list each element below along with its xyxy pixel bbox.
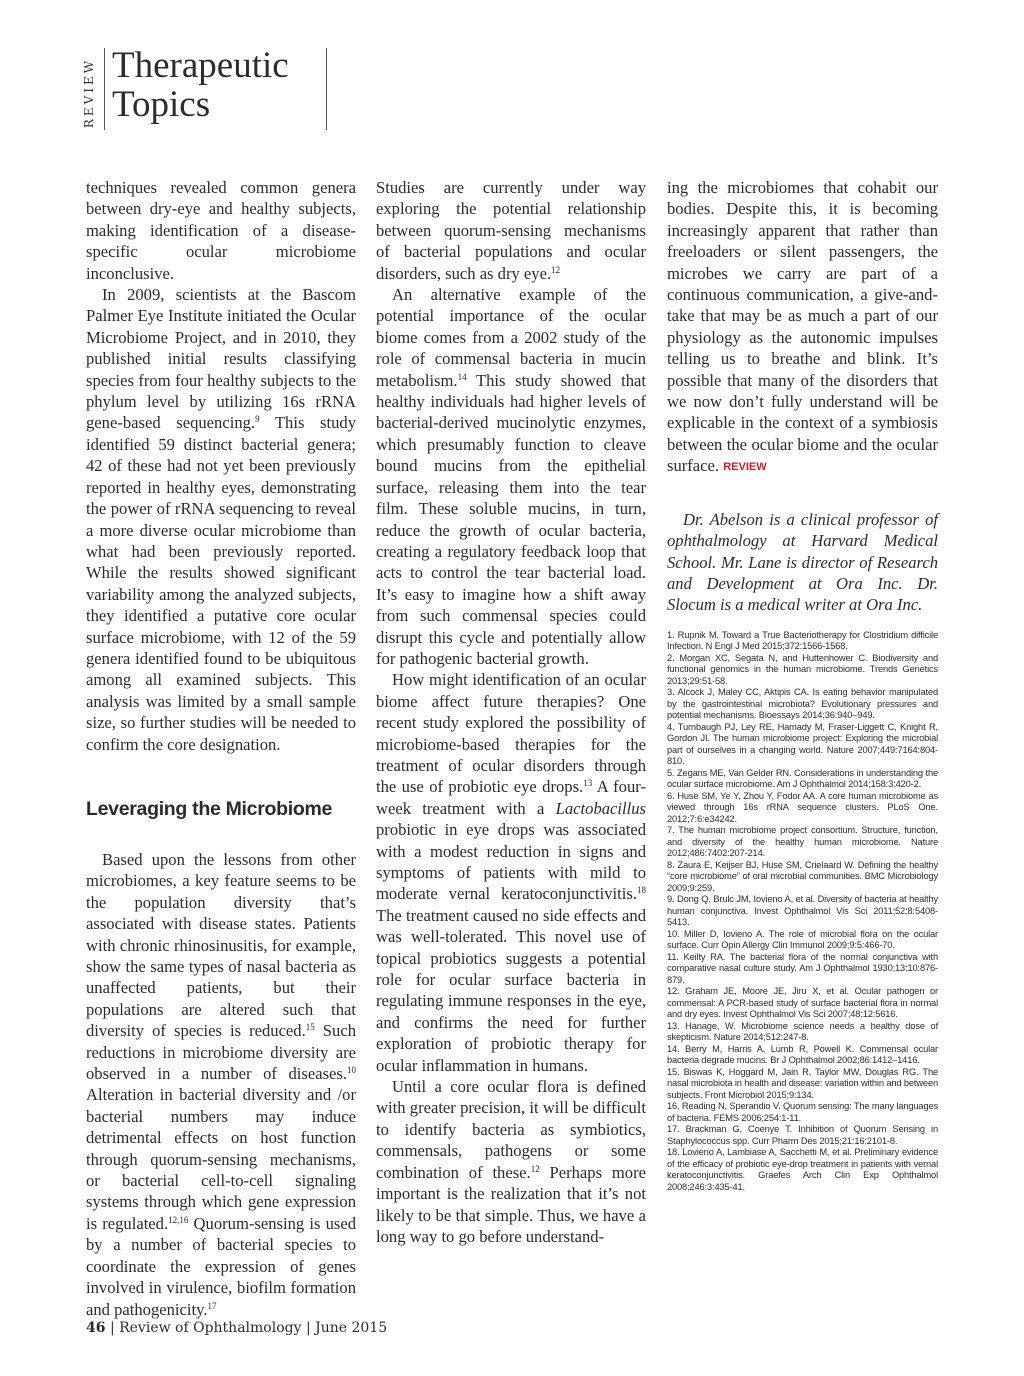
citation: 10 (347, 1065, 356, 1076)
section-title (112, 46, 289, 124)
reference-item: 14. Berry M, Harris A, Lumb R, Powell K. Commensal ocular bacteria degrade mucins. Br J Ophthalmol 2002;86:1412–1416. (667, 1043, 938, 1066)
paragraph (86, 849, 356, 1320)
citation: 12,16 (168, 1214, 189, 1225)
citation: 13 (583, 778, 593, 789)
reference-item: 11. Keilty RA. The bacterial flora of the normal conjunctiva with comparative nasal culture study. Am J Ophthalmol 1930;13:10:876-879. (667, 951, 938, 985)
text-run: ing the microbiomes that cohabit our bodies. Despite this, it is becoming increasingly apparent that rather than freeloaders or silent passengers, the microbes we carry are part of a continuous communication, a give-and-take that may be as much a part of our physiology as the autonomic impulses telling us to breathe and blink. It’s possible that many of the disorders that we now don’t fully understand will be explicable in the context of a symbiosis between the ocular biome and the ocular surface. (667, 178, 938, 476)
species-name: Lactobacillus (555, 798, 646, 818)
text-run: Alteration in bacterial diversity and /or bacterial numbers may induce detrimental effects on host function through quorum-sensing mechanisms, or bacterial cell-to-cell signaling systems through which gene expression is regulated. (86, 1085, 356, 1233)
reference-item: 7. The human microbiome project consortium. Structure, function, and diversity of the healthy human microbiome. Nature 2012;486:7402:207-214. (667, 825, 938, 859)
citation: 15 (305, 1022, 315, 1033)
text-run: techniques revealed common genera between dry-eye and healthy subjects, making identification of a disease-specific ocular microbiome inconclusive. (86, 178, 356, 283)
text-run: This study identified 59 distinct bacterial genera; 42 of these had not yet been previously reported in healthy eyes, demonstrating the power of rRNA sequencing to reveal a more diverse ocular microbiome than what had been previously reported. While the results showed significant variability among the analyzed subjects, they identified a putative core ocular surface microbiome, with 12 of the 59 genera identified found to be ubiquitous among all examined subjects. This analysis was limited by a small sample size, so further studies will be needed to confirm the core designation. (86, 413, 356, 754)
text-run: Quorum-sensing is used by a number of bacterial species to coordinate the expression of genes involved in virulence, biofilm formation and pathogenicity. (86, 1213, 356, 1319)
citation: 9 (255, 414, 260, 425)
footer-separator: | (109, 1320, 115, 1336)
text-run: In 2009, scientists at the Bascom Palmer Eye Institute initiated the Ocular Microbiome Project, and in 2010, they published initial results classifying species from four healthy subjects to the phylum level by utilizing 16s rRNA gene-based sequencing. (86, 285, 356, 433)
reference-item: 3. Alcock J, Maley CC, Aktipis CA. Is eating behavior manipulated by the gastrointestinal microbiota? Evolutionary pressures and potential mechanisms. Bioessays 2014;36:940–949. (667, 687, 938, 721)
reference-item: 10. Miller D, Iovieno A. The role of microbial flora on the ocular surface. Curr Opin Allergy Clin Immunol 2009;9:5:466-70. (667, 928, 938, 951)
reference-item: 18. Lovieno A, Lambiase A, Sacchetti M, et al. Preliminary evidence of the efficacy of probiotic eye-drop treatment in patients with vernal keratoconjunctivitis. Graefes Arch Clin Exp Ophthalmol 2008;246:3:435-41. (667, 1147, 938, 1192)
header-divider-left (104, 48, 105, 130)
article-column-3 (667, 177, 938, 1193)
issue-date: June 2015 (315, 1320, 388, 1336)
reference-item: 15. Biswas K, Hoggard M, Jain R, Taylor MW, Douglas RG. The nasal microbiota in health and disease: variation within and between subjects. Front Microbiol 2015;9:134. (667, 1066, 938, 1100)
text-run: A four-week treatment with a (376, 777, 646, 818)
section-header (80, 44, 340, 134)
reference-item: 13. Hanage, W. Microbiome science needs a healthy dose of skepticism. Nature 2014;512:247-8. (667, 1020, 938, 1043)
page-footer (86, 1320, 387, 1336)
paragraph (376, 1076, 646, 1247)
paragraph (376, 669, 646, 1076)
paragraph (86, 284, 356, 755)
reference-item: 2. Morgan XC, Segata N, and Huttenhower C. Biodiversity and functional genomics in the human microbiome. Trends Genetics 2013;29:51-58. (667, 652, 938, 686)
citation: 18 (637, 885, 646, 896)
reference-item: 9. Dong Q, Brulc JM, Iovieno A, et al. Diversity of bacteria at healthy human conjunctiva. Invest Ophthalmol Vis Sci 2011;52:8:5408-5413. (667, 894, 938, 928)
paragraph (86, 177, 356, 284)
author-bio: Dr. Abelson is a clinical professor of ophthalmology at Harvard Medical School. Mr. Lane is director of Research and Development at Ora Inc. Dr. Slocum is a medical writer at Ora Inc. (667, 509, 938, 615)
reference-item: 5. Zegans ME, Van Gelder RN. Considerations in understanding the ocular surface microbiome. Am J Ophthalmol 2014;158:3:420-2. (667, 767, 938, 790)
text-run: An alternative example of the potential importance of the ocular biome comes from a 2002 study of the role of commensal bacteria in mucin metabolism. (376, 285, 646, 390)
text-run: Such reductions in microbiome diversity are observed in a number of diseases. (86, 1021, 356, 1084)
text-run: This study showed that healthy individuals had higher levels of bacterial-derived mucinolytic enzymes, which presumably function to cleave bound mucins from the epithelial surface, releasing them into the tear film. These soluble mucins, in turn, reduce the growth of ocular bacteria, creating a regulatory feedback loop that acts to control the tear bacterial load. It’s easy to imagine how a shift away from such commensal species could disrupt this cycle and potentially allow for pathogenic bacterial growth. (376, 370, 646, 668)
article-column-2 (376, 177, 646, 1247)
section-title-line-1: Therapeutic (112, 45, 289, 86)
reference-item: 8. Zaura E, Keijser BJ, Huse SM, Crielaard W. Defining the healthy “core microbiome” of oral microbial communities. BMC Microbiology 2009;9:259. (667, 859, 938, 893)
paragraph (376, 284, 646, 669)
text-run: Based upon the lessons from other microbiomes, a key feature seems to be the population diversity that’s associated with disease states. Patients with chronic rhinosinusitis, for example, show the same types of nasal bacteria as unaffected patients, but their populations are altered such that diversity of species is reduced. (86, 849, 356, 1041)
end-mark: REVIEW (723, 461, 767, 474)
reference-item: 17. Brackman G, Coenye T. Inhibition of Quorum Sensing in Staphylococcus spp. Curr Pharm Des 2015;21:16:2101-8. (667, 1124, 938, 1146)
reference-item: 16. Reading N, Sperandio V. Quorum sensing: The many languages of bacteria. FEMS 2006;254:1-11. (667, 1101, 938, 1123)
text-run: Perhaps more important is the realization that it’s not likely to be that simple. Thus, we have a long way to go before understand- (376, 1162, 646, 1246)
references-list (667, 630, 938, 1194)
subheading: Leveraging the Microbiome (86, 797, 333, 820)
page-number: 46 (86, 1320, 106, 1336)
article-column-1 (86, 177, 356, 1320)
text-run: Studies are currently under way exploring the potential relationship between quorum-sensing mechanisms of bacterial populations and ocular disorders, such as dry eye. (376, 178, 646, 283)
citation: 12 (530, 1163, 540, 1174)
publication-name: Review of Ophthalmology (119, 1320, 302, 1336)
citation: 12 (551, 264, 561, 275)
header-divider-right (326, 48, 327, 130)
section-title-line-2: Topics (112, 84, 211, 125)
section-tag: REVIEW (82, 57, 96, 129)
citation: 17 (207, 1300, 217, 1311)
text-run: The treatment caused no side effects and was well-tolerated. This novel use of topical probiotics suggests a potential role for ocular surface bacteria in regulating immune responses in the eye, and confirms the need for further exploration of probiotic therapy for ocular inflammation in humans. (376, 905, 646, 1075)
paragraph (667, 177, 938, 479)
text-run: Until a core ocular flora is defined with greater precision, it will be difficult to identify bacteria as symbiotics, commensals, pathogens or some combination of these. (376, 1077, 646, 1182)
citation: 14 (457, 371, 467, 382)
reference-item: 12. Graham JE, Moore JE, Jiru X, et al. Ocular pathogen or commensal: A PCR-based study of surface bacterial flora in normal and dry eyes. Invest Ophthalmol Vis Sci 2007;48:12:5616. (667, 986, 938, 1020)
reference-item: 6. Huse SM, Ye Y, Zhou Y, Fodor AA. A core human microbiome as viewed through 16s rRNA sequence clusters. PLoS One. 2012;7:6:e34242. (667, 790, 938, 824)
reference-item: 4. Turnbaugh PJ, Ley RE, Hamady M, Fraser-Liggett C, Knight R, Gordon JI. The human microbiome project: Exploring the microbial part of ourselves in a changing world. Nature 2007;449:7164:804-810. (667, 721, 938, 767)
footer-separator: | (305, 1320, 311, 1336)
reference-item: 1. Rupnik M. Toward a True Bacteriotherapy for Clostridium difficile Infection. N Engl J Med 2015;372:1566-1568. (667, 629, 938, 652)
text-run: probiotic in eye drops was associated with a modest reduction in signs and symptoms of patients with mild to moderate vernal keratoconjunctivitis. (376, 820, 646, 904)
paragraph (376, 177, 646, 284)
text-run: How might identification of an ocular biome affect future therapies? One recent study explored the possibility of microbiome-based therapies for the treatment of ocular disorders through the use of probiotic eye drops. (376, 670, 646, 797)
